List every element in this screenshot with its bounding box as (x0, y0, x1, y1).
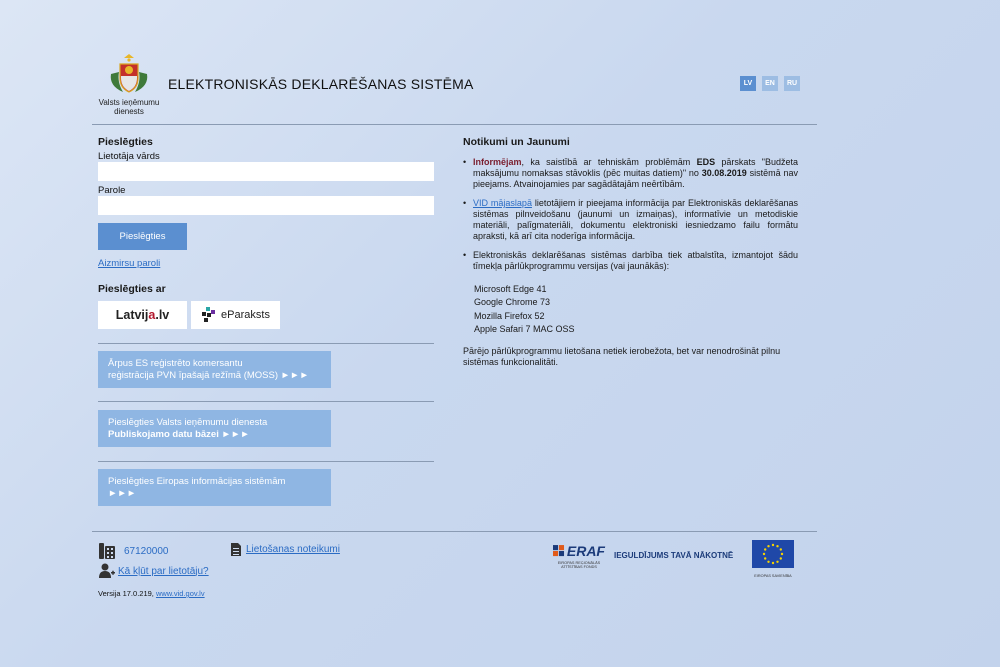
news-item-1-lead: Informējam (473, 157, 522, 167)
phone-number: 67120000 (124, 545, 169, 557)
news-text: , ka saistībā ar tehniskām problēmām (521, 157, 697, 167)
latvija-pre: Latvij (115, 308, 149, 322)
lang-ru-button[interactable]: RU (784, 76, 800, 91)
providers-heading: Pieslēgties ar (98, 283, 166, 295)
phone-contact (98, 542, 169, 560)
eparaksts-label: eParaksts (221, 309, 270, 321)
news-text: pārskats "Budžeta maksājumu nomaksas stāvoklis (pēc muitas datiem)" no (473, 157, 798, 178)
terms-of-use[interactable] (230, 542, 340, 557)
tile-line: reģistrācija PVN īpašajā režīmā (MOSS) ►►► (108, 369, 309, 381)
password-label: Parole (98, 185, 126, 196)
news-item-2 (463, 198, 798, 242)
divider-1 (98, 343, 434, 344)
eraf-logo (553, 543, 605, 569)
latvija-lv-button[interactable] (98, 301, 187, 329)
phone-icon (98, 542, 116, 560)
news-text: lietotājiem ir pieejama informācija par Elektroniskās deklarēšanas sistēmas pilnveidošanu (jaunumi un izmaiņas), informatīvie un metodiskie materiāli, palīgmateriāli, dokumentu elektroniski iesniedzamo failu formātu apraksti, kā arī cita noderīga informācija. (473, 198, 798, 241)
moss-registration-tile[interactable] (98, 351, 331, 388)
public-database-tile[interactable] (98, 410, 331, 447)
bullet: • (463, 198, 467, 208)
tile-line: Pieslēgties Eiropas informācijas sistēmām (108, 475, 286, 487)
news-date: 30.08.2019 (701, 168, 747, 178)
browser-item: Apple Safari 7 MAC OSS (474, 323, 575, 334)
news-heading: Notikumi un Jaunumi (463, 136, 570, 148)
become-user-link[interactable]: Kā kļūt par lietotāju? (118, 565, 209, 577)
eraf-subtitle: EIROPAS REĢIONĀLĀS ATTĪSTĪBAS FONDS (557, 561, 601, 569)
news-eds: EDS (696, 157, 716, 167)
latvija-accent: a (148, 308, 156, 322)
bullet: • (463, 250, 467, 260)
become-user[interactable] (98, 563, 209, 579)
eparaksts-button[interactable] (191, 301, 280, 329)
tile-line: Publiskojamo datu bāzei ►►► (108, 428, 250, 440)
logo-caption: Valsts ieņēmumu dienests (98, 98, 160, 116)
terms-link[interactable]: Lietošanas noteikumi (246, 544, 340, 555)
vid-homepage-link[interactable]: www.vid.gov.lv (155, 589, 205, 598)
eraf-title: ERAF (566, 543, 605, 559)
eu-flag-icon (752, 540, 794, 568)
divider-2 (98, 401, 434, 402)
browser-list (474, 283, 575, 336)
lang-en-button[interactable]: EN (762, 76, 778, 91)
browser-item: Google Chrome 73 (474, 297, 551, 308)
browser-item: Microsoft Edge 41 (474, 284, 547, 294)
vid-logo (98, 52, 160, 116)
language-switcher (740, 76, 800, 91)
tile-line: ►►► (108, 487, 137, 499)
add-user-icon (98, 563, 116, 579)
eparaksts-icon (201, 307, 217, 323)
password-input[interactable] (98, 196, 434, 215)
divider-3 (98, 461, 434, 462)
forgot-password-link[interactable]: Aizmirsu paroli (98, 258, 161, 269)
eu-caption: EIROPAS SAVIENĪBA (754, 574, 792, 578)
browser-note: Pārējo pārlūkprogrammu lietošana netiek ierobežota, bet var nenodrošināt pilnu sistēmas funkcionalitāti. (463, 346, 781, 367)
news-text: Elektroniskās deklarēšanas sistēmas darbība tiek atbalstīta, izmantojot šādu tīmekļa pārlūkprogrammu versijas (vai jaunākās): (473, 250, 798, 271)
news-item-3 (463, 250, 798, 272)
tile-line: Ārpus ES reģistrēto komersantu (108, 357, 243, 369)
login-heading: Pieslēgties (98, 136, 153, 148)
version-info (98, 589, 205, 598)
bullet: • (463, 157, 467, 167)
document-icon (230, 542, 242, 557)
login-button[interactable]: Pieslēgties (98, 223, 187, 250)
footer-divider (92, 531, 817, 532)
eraf-mark-icon (553, 544, 565, 558)
lang-lv-button[interactable]: LV (740, 76, 756, 91)
username-label: Lietotāja vārds (98, 151, 160, 162)
coat-of-arms-icon (107, 52, 151, 96)
version-label: Versija 17.0.219, (98, 589, 156, 598)
eu-logo (752, 540, 794, 578)
news-text: sistēmā nav pieejams. Atvainojamies par sagādātajām neērtībām. (473, 168, 798, 189)
system-title: ELEKTRONISKĀS DEKLARĒŠANAS SISTĒMA (168, 76, 474, 92)
username-input[interactable] (98, 162, 434, 181)
tile-line: Pieslēgties Valsts ieņēmumu dienesta (108, 416, 268, 428)
news-item-1 (463, 157, 798, 190)
browser-item: Mozilla Firefox 52 (474, 310, 545, 321)
eu-systems-tile[interactable] (98, 469, 331, 506)
vid-website-link[interactable]: VID mājaslapā (473, 198, 532, 208)
investment-slogan: IEGULDĪJUMS TAVĀ NĀKOTNĒ (614, 551, 734, 560)
header-divider (92, 124, 817, 125)
latvija-post: .lv (155, 308, 170, 322)
